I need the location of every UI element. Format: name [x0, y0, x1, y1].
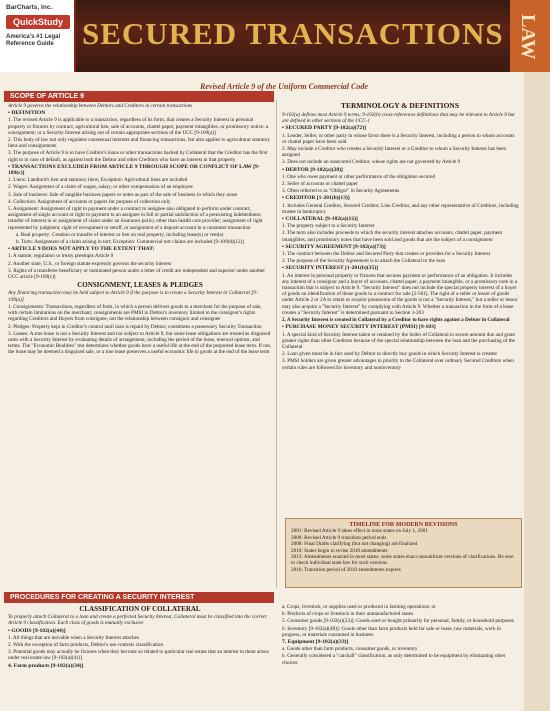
timeline-row: 2008: Final Drafts clarifying (but not changing) are finalized — [291, 541, 418, 548]
section-bar-scope: SCOPE OF ARTICLE 9 — [4, 91, 274, 102]
goods-subitem: a. Goods other than farm products, consumer goods, or inventory — [282, 646, 418, 653]
consignment-intro: Any financing transaction may be held subject to Article 9 if the purpose is to create a Security Interest in Collateral [9-109(a)] — [8, 290, 258, 303]
goods-item: 1. All things that are movable when a Security Interest attaches — [8, 634, 139, 641]
definition-item: 1. The revised Article 9 is applicable to a transaction, regardless of its form, that creates a Security Interest in personal property or fixtures by contract, agricultural lien, sale of accounts, chattel paper, payment intangibles, or promissory notice; a consignment; or a Security Interest arising out of certain appropriate sections of the UCC [9-109(a)] — [8, 117, 269, 136]
goods-item: 2. With the exception of farm products, Debtor's use controls classification — [8, 642, 164, 649]
term-item: 1. One who owes payment or other performance of the obligation secured — [282, 173, 435, 180]
timeline-row: 2013: Amendments enacted in most states; some states enact nonuniform versions of clarifications. Be sure to check individual state law for such versions — [291, 554, 514, 567]
excluded-subitem: b. Torts: Assignment of a claim arising in tort; Exception: Commercial tort claims are included [9-109(d)(12)] — [16, 239, 245, 246]
page-title: SECURED TRANSACTIONS — [82, 16, 504, 51]
procedures-left — [8, 604, 272, 670]
goods-subitem: a. Crops, livestock, or supplies used or produced in farming operations; or — [282, 604, 436, 610]
term-heading: • SECURITY INTEREST [1-201(b)(35)] — [282, 265, 378, 272]
excluded-subitem: a. Real property: Creation or transfer of interest or lien on real property, including lease(s) or rent(s) — [16, 231, 224, 238]
goods-heading: • GOODS [9-102(a)(44)] — [8, 627, 66, 634]
definition-heading: • DEFINITION — [8, 110, 46, 117]
left-column — [8, 103, 272, 357]
scope-intro: Article 9 governs the relationship between Debtors and Creditors in certain transactions — [8, 103, 193, 109]
timeline-box — [285, 518, 522, 588]
term-heading: • CREDITOR [1-201(b)(13)] — [282, 195, 350, 202]
excluded-item: 4. Collection: Assignment of accounts or papers for purpose of collection only — [8, 198, 171, 205]
classification-heading: CLASSIFICATION OF COLLATERAL — [79, 605, 201, 613]
series-logo: QuickStudy — [6, 15, 70, 29]
terminology-intro: 9-102(a) defines most Article 9 terms; 9-102(b) cross-references definitions that may be relevant to Article 9 but are defined in other sections of the UCC-1 — [282, 112, 515, 125]
excluded-item: 1. Liens: Landlord's lien and statutory liens; Exception: Agricultural liens are included — [8, 177, 188, 184]
procedures-right — [282, 604, 520, 667]
excluded-item: 3. Sale of business: Sale of tangible business papers or notes as part of the sale of business in which they arose — [8, 191, 238, 198]
excluded-item: 5. Assignment: Assignment of right to payment under a contract to assignee also obligated to perform under contract, assignment of single account or right to payment to an assignee in full or partial satisfaction of a preexisting indebtedness; transfer of interest in or assignment of claim under an insurance policy other than health care provider; assignment of right represented by judgment, right of recoupment or setoff, or assignment of a deposit account in a consumer transaction — [8, 206, 263, 231]
column-divider — [276, 100, 277, 588]
not-apply-item: 1. A statute, regulation or treaty preempts Article 9 — [8, 253, 114, 260]
section-heading-terminology: TERMINOLOGY & DEFINITIONS — [340, 101, 460, 110]
term-item: 1. The property subject to a Security Interest — [282, 223, 375, 230]
term-item: 1. An interest in personal property or fixtures that secures payment or performance of an obligation. It includes any interest of a consignor and a buyer of accounts, chattel paper, a payment intangible, or a promissory note in a transaction that is subject to Article 9. "Security Interest" does not include the special property interest of a buyer of goods on identification of those goods to a contract for sale [2-501]. The right of a seller or lessor of goods under Article 2 or 2A to retain or acquire possession of the goods is not a "Security Interest," but a seller or lessor may also acquire a "Security Interest" by complying with Article 9. Whether a transaction in the form of a lease creates a "Security Interest" is determined pursuant to Section 1-203 — [282, 272, 518, 316]
term-item: 1. The contract between the Debtor and Secured Party that creates or provides for a Security Interest — [282, 251, 491, 258]
not-apply-item: 2. Another state, U.S., or foreign statute expressly governs the security interest — [8, 260, 172, 267]
term-item: 2. May include a Creditor who creates a Security Interest or a Creditor to whom a Security Interest has been assigned — [282, 146, 507, 159]
term-item: 2. Seller of accounts or chattel paper — [282, 181, 358, 188]
term-item: 2. The purpose of the Security Agreement is to attach the Collateral to the loan — [282, 258, 446, 265]
subject-label: LAW — [517, 14, 539, 60]
term-item: 1. Includes General Creditor, Secured Creditor, Lien Creditor, and any other representative of Creditors, including trustee in bankruptcy — [282, 202, 519, 215]
procedures-section — [0, 592, 550, 711]
goods-subitem: b. Products of crops or livestock in their unmanufactured states — [282, 611, 414, 618]
brand-tagline: America's #1 Legal Reference Guide — [6, 34, 61, 47]
term-item: 3. Often referred to as "Obligor" in Security Agreements — [282, 188, 400, 195]
timeline-title: TIMELINE FOR MODERN REVISIONS — [349, 522, 458, 528]
not-apply-item: 3. Rights of a transferee beneficiary or nominated person under a letter of credit are independent and superior under another UCC article [9-109(c)] — [8, 267, 265, 281]
page-subtitle: Revised Article 9 of the Uniform Commercial Code — [200, 82, 368, 91]
section-bar-procedures: PROCEDURES FOR CREATING A SECURITY INTEREST — [4, 592, 274, 603]
consignment-item: 1. Consignments: Transactions, regardless of form, in which a person delivers goods to a merchant for the purpose of sale, with certain limitations on the merchant; consignments are PMSI in Debtor's inventory limited to the consignor's rights regarding Creditors and Buyers from consignee, not the relationship between consignor and consignee — [8, 303, 262, 323]
term-item: 1. Lender, Seller, or other party in whose favor there is a Security Interest, including a person to whom accounts or chattel paper have been sold — [282, 132, 515, 145]
excluded-item: 2. Wages: Assignment of a claim of wages, salary, or other compensation of an employee — [8, 184, 193, 191]
definition-item: 2. This body of law not only regulates consensual interests and financing transactions, but also applies to agricultural statutory liens and consignments — [8, 137, 271, 150]
timeline-row: 2010: States begin to revise 2010 amendments — [291, 547, 388, 554]
term-item: 2. The term also includes proceeds to which the security interest attaches accounts, chattel paper, payment intangibles, and promissory notes that have been sold and goods that are the subject of a consignment — [282, 230, 503, 243]
publisher-name: BarCharts, Inc. — [6, 4, 53, 11]
goods-item: 7. Equipment [9-102(a)(33)] — [282, 639, 349, 646]
term-item: 3. Does not include an unsecured Creditor, whose rights are not governed by Article 9 — [282, 159, 461, 166]
term-item: 2. A Security Interest is created in Collateral by a Creditor to have rights against a Debtor in Collateral — [282, 317, 510, 324]
right-column — [282, 112, 520, 372]
timeline-row: 2001: Revised Article 9 takes effect in most states on July 1, 2001 — [291, 528, 428, 535]
term-item: 2. Loan given must be in fact used by Debtor to directly buy goods in which Security Interest is created — [282, 351, 497, 358]
header — [0, 0, 550, 72]
term-heading: • SECURITY AGREEMENT [9-102(a)(73)] — [282, 243, 386, 250]
brand-block — [0, 0, 76, 72]
consignment-heading: CONSIGNMENT, LEASES & PLEDGES — [77, 281, 203, 290]
term-heading: • SECURED PARTY [9-102(a)(72)] — [282, 125, 366, 132]
excluded-heading: • TRANSACTIONS EXCLUDED FROM ARTICLE 9 THROUGH SCOPE OR CONFLICT OF LAW [9-109(c)] — [8, 163, 260, 177]
subject-band — [510, 0, 550, 72]
goods-item: 4. Farm products [9-102(a)(34)] — [8, 662, 84, 669]
classification-intro: To properly attach Collateral to a loan and create a perfected Security Interest, Collateral must be classified into the correct Article 9 classification. Each class of goods is mutually exclusive — [8, 614, 267, 627]
goods-item: 6. Inventory [9-102(a)(48)]: Goods other than farm products held for sale or lease, raw materials, work in progress, or materials consumed in business — [282, 625, 501, 638]
definition-item: 3. The purpose of Article 9 is to have Creditor's loans or other transactions backed by Collateral that the Creditor has the first right to in case of default, as against both the Debtor and other Creditors who have an interest in that property — [8, 150, 268, 163]
timeline-row: 2006: Revised Article 9 transition period ends — [291, 534, 387, 541]
term-item: 3. PMSI holders are given greater advantages in priority to the Collateral over ordinary Secured Creditors when certain rules are followed for inventory and noninventory — [282, 358, 514, 371]
term-heading: • DEBTOR [9-102(a)(28)] — [282, 166, 343, 173]
term-heading: • COLLATERAL [9-102(a)(12)] — [282, 216, 358, 223]
not-apply-heading: • ARTICLE 9 DOES NOT APPLY TO THE EXTENT THAT: — [8, 246, 155, 253]
term-heading: • PURCHASE MONEY SECURITY INTEREST (PMSI) [9-103] — [282, 324, 436, 331]
term-item: 1. A special kind of Security Interest taken or retained by the Seller of Collateral to secure amount due and grant greater rights than other Creditors because of the special relationship between the loan and the purchasing of the Collateral — [282, 331, 515, 350]
goods-item: 3. Potential goods may actually be fixtures when they become so related to particular real estate that an interest in them arises under real estate law [9-102(a)(41)] — [8, 649, 269, 662]
goods-subitem: b. Generally considered a "catchall" classification, as only determined to be equipment by eliminating other choices — [282, 653, 506, 666]
consignment-item: 3. Leases: A true lease is not a Security Interest and not subject to Article 9, but some lease obligations are treated as disguised sales with a Security Interest by evaluating details of arrangement, including the period of the lease, renewal options, and terms. The "Economic Realities" test determines whether goods have a useful life at the end of the purported lease term. If not, the lease may be deemed a disguised sale, or a true lease preserves a useful economic life in goods at the end of the lease term — [8, 330, 272, 356]
goods-item: 5. Consumer goods [9-102(a)(23)]: Goods used or bought primarily for personal, family, or household purposes — [282, 618, 514, 625]
timeline-row: 2016: Transition period of 2010 amendments expires — [291, 566, 401, 573]
consignment-item: 2. Pledges: Property kept in Creditor's control until loan is repaid by Debtor; constitutes a possessory Security Transaction — [8, 323, 262, 330]
